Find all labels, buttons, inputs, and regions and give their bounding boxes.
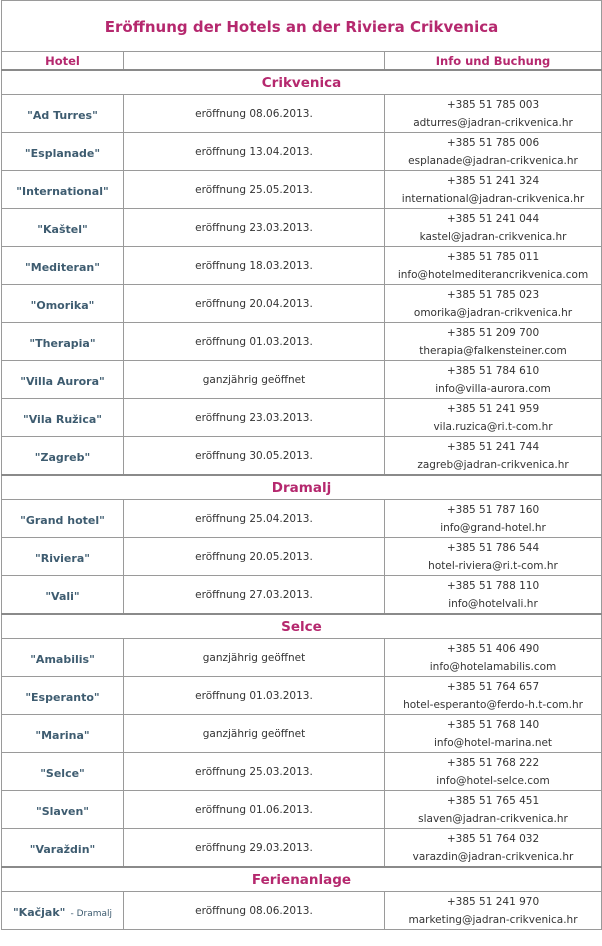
- page-title: [2, 1, 602, 52]
- section-heading: Crikvenica: [2, 70, 602, 95]
- hotel-name: "Esperanto": [25, 691, 100, 704]
- opening-date: ganzjährig geöffnet: [124, 715, 385, 753]
- opening-date: eröffnung 08.06.2013.: [124, 892, 385, 930]
- phone-number: +385 51 406 490: [446, 642, 540, 655]
- hotel-name: "Amabilis": [30, 653, 95, 666]
- hotel-name: "Vali": [45, 590, 80, 603]
- opening-date: eröffnung 27.03.2013.: [124, 576, 385, 615]
- contact-cell: [385, 500, 602, 538]
- opening-date: eröffnung 20.05.2013.: [124, 538, 385, 576]
- phone-number: +385 51 768 140: [446, 718, 540, 731]
- hotel-cell: [2, 677, 124, 715]
- contact-cell: [385, 437, 602, 476]
- hotel-name: "Ad Turres": [27, 109, 98, 122]
- contact-cell: [385, 829, 602, 868]
- hotel-cell: [2, 399, 124, 437]
- contact-cell: [385, 639, 602, 677]
- opening-date: ganzjährig geöffnet: [124, 361, 385, 399]
- hotel-name: "Therapia": [29, 337, 96, 350]
- phone-number: +385 51 241 744: [446, 440, 540, 453]
- hotel-cell: [2, 95, 124, 133]
- hotel-name: "Mediteran": [25, 261, 100, 274]
- hotel-name: "Varaždin": [29, 843, 96, 856]
- hotel-name: "Zagreb": [34, 451, 91, 464]
- email-link[interactable]: info@villa-aurora.com: [435, 382, 551, 395]
- email-link[interactable]: kastel@jadran-crikvenica.hr: [419, 230, 567, 243]
- email-link[interactable]: slaven@jadran-crikvenica.hr: [418, 812, 568, 825]
- phone-number: +385 51 209 700: [446, 326, 540, 339]
- hotel-name: "Slaven": [35, 805, 90, 818]
- table-row: [2, 715, 602, 753]
- section-row: [2, 70, 602, 95]
- contact-cell: [385, 677, 602, 715]
- email-link[interactable]: zagreb@jadran-crikvenica.hr: [417, 458, 569, 471]
- phone-number: +385 51 765 451: [446, 794, 540, 807]
- hotel-cell: [2, 323, 124, 361]
- email-link[interactable]: info@hotelvali.hr: [448, 597, 538, 610]
- column-header-row: [2, 52, 602, 71]
- page-title-text: Eröffnung der Hotels an der Riviera Crikvenica: [104, 17, 499, 36]
- phone-number: +385 51 768 222: [446, 756, 540, 769]
- table-row: [2, 95, 602, 133]
- opening-date: ganzjährig geöffnet: [124, 639, 385, 677]
- hotel-cell: [2, 892, 124, 930]
- opening-date: eröffnung 20.04.2013.: [124, 285, 385, 323]
- email-link[interactable]: marketing@jadran-crikvenica.hr: [408, 913, 578, 926]
- hotel-cell: [2, 576, 124, 615]
- hotel-cell: [2, 209, 124, 247]
- section-row: [2, 475, 602, 500]
- contact-cell: [385, 538, 602, 576]
- hotel-cell: [2, 639, 124, 677]
- hotel-location-suffix: - Dramalj: [70, 909, 113, 919]
- hotel-name: "Selce": [40, 767, 85, 780]
- hotel-name: "Esplanade": [24, 147, 101, 160]
- hotel-cell: [2, 829, 124, 868]
- contact-cell: [385, 247, 602, 285]
- section-heading: Dramalj: [2, 475, 602, 500]
- hotel-name: "Vila Ružica": [23, 413, 102, 426]
- phone-number: +385 51 241 044: [446, 212, 540, 225]
- hotel-cell: [2, 500, 124, 538]
- hotel-cell: [2, 285, 124, 323]
- contact-cell: [385, 892, 602, 930]
- hotel-name: "Marina": [35, 729, 90, 742]
- contact-cell: [385, 399, 602, 437]
- phone-number: +385 51 764 657: [446, 680, 540, 693]
- hotel-cell: [2, 133, 124, 171]
- table-row: [2, 361, 602, 399]
- hotel-cell: [2, 247, 124, 285]
- contact-cell: [385, 285, 602, 323]
- hotel-name: "International": [16, 185, 109, 198]
- opening-date: eröffnung 30.05.2013.: [124, 437, 385, 476]
- email-link[interactable]: therapia@falkensteiner.com: [419, 344, 567, 357]
- email-link[interactable]: info@hotelmediterancrikvenica.com: [397, 268, 589, 281]
- phone-number: +385 51 785 003: [446, 98, 540, 111]
- table-row: [2, 323, 602, 361]
- opening-date: eröffnung 25.05.2013.: [124, 171, 385, 209]
- contact-cell: [385, 715, 602, 753]
- table-row: [2, 133, 602, 171]
- email-link[interactable]: info@hotel-selce.com: [436, 774, 550, 787]
- table-row: [2, 639, 602, 677]
- opening-date: eröffnung 01.03.2013.: [124, 677, 385, 715]
- phone-number: +385 51 785 023: [446, 288, 540, 301]
- section-heading: Selce: [2, 614, 602, 639]
- email-link[interactable]: adturres@jadran-crikvenica.hr: [413, 116, 573, 129]
- section-heading: Ferienanlage: [2, 867, 602, 892]
- table-row: [2, 538, 602, 576]
- hotel-openings-table: [1, 0, 602, 930]
- opening-date: eröffnung 25.04.2013.: [124, 500, 385, 538]
- email-link[interactable]: international@jadran-crikvenica.hr: [401, 192, 585, 205]
- contact-cell: [385, 361, 602, 399]
- email-link[interactable]: varazdin@jadran-crikvenica.hr: [412, 850, 574, 863]
- opening-date: eröffnung 25.03.2013.: [124, 753, 385, 791]
- table-row: [2, 576, 602, 615]
- phone-number: +385 51 764 032: [446, 832, 540, 845]
- hotel-cell: [2, 361, 124, 399]
- table-row: [2, 437, 602, 476]
- opening-date: eröffnung 23.03.2013.: [124, 209, 385, 247]
- phone-number: +385 51 241 970: [446, 895, 540, 908]
- phone-number: +385 51 241 959: [446, 402, 540, 415]
- opening-date: eröffnung 29.03.2013.: [124, 829, 385, 868]
- contact-cell: [385, 171, 602, 209]
- column-header-hotel: Hotel: [2, 52, 124, 71]
- email-link[interactable]: info@hotelamabilis.com: [429, 660, 557, 673]
- email-link[interactable]: hotel-riviera@ri.t-com.hr: [428, 559, 558, 572]
- phone-number: +385 51 787 160: [446, 503, 540, 516]
- opening-date: eröffnung 18.03.2013.: [124, 247, 385, 285]
- hotel-name: "Riviera": [35, 552, 90, 565]
- hotel-name: "Grand hotel": [20, 514, 105, 527]
- table-row: [2, 753, 602, 791]
- hotel-cell: [2, 437, 124, 476]
- hotel-name: "Kaštel": [37, 223, 88, 236]
- table-row: [2, 247, 602, 285]
- email-link[interactable]: hotel-esperanto@ferdo-h.t-com.hr: [403, 698, 583, 711]
- hotel-cell: [2, 538, 124, 576]
- opening-date: eröffnung 01.03.2013.: [124, 323, 385, 361]
- hotel-cell: [2, 753, 124, 791]
- opening-date: eröffnung 08.06.2013.: [124, 95, 385, 133]
- title-row: [2, 1, 602, 52]
- table-row: [2, 791, 602, 829]
- phone-number: +385 51 784 610: [446, 364, 540, 377]
- phone-number: +385 51 786 544: [446, 541, 540, 554]
- contact-cell: [385, 791, 602, 829]
- phone-number: +385 51 785 006: [446, 136, 540, 149]
- hotel-cell: [2, 171, 124, 209]
- hotel-cell: [2, 715, 124, 753]
- contact-cell: [385, 133, 602, 171]
- email-link[interactable]: omorika@jadran-crikvenica.hr: [413, 306, 573, 319]
- email-link[interactable]: esplanade@jadran-crikvenica.hr: [408, 154, 578, 167]
- opening-date: eröffnung 13.04.2013.: [124, 133, 385, 171]
- phone-number: +385 51 788 110: [446, 579, 540, 592]
- hotel-name: "Omorika": [30, 299, 95, 312]
- opening-date: eröffnung 23.03.2013.: [124, 399, 385, 437]
- hotel-cell: [2, 791, 124, 829]
- table-row: [2, 171, 602, 209]
- table-row: [2, 892, 602, 930]
- contact-cell: [385, 753, 602, 791]
- phone-number: +385 51 785 011: [446, 250, 540, 263]
- hotel-name: "Kačjak": [12, 906, 66, 919]
- table-row: [2, 399, 602, 437]
- hotel-name: "Villa Aurora": [20, 375, 105, 388]
- email-link[interactable]: vila.ruzica@ri.t-com.hr: [433, 420, 553, 433]
- contact-cell: [385, 323, 602, 361]
- section-row: [2, 614, 602, 639]
- table-row: [2, 829, 602, 868]
- phone-number: +385 51 241 324: [446, 174, 540, 187]
- table-row: [2, 209, 602, 247]
- table-row: [2, 677, 602, 715]
- opening-date: eröffnung 01.06.2013.: [124, 791, 385, 829]
- contact-cell: [385, 95, 602, 133]
- email-link[interactable]: info@hotel-marina.net: [433, 736, 553, 749]
- contact-cell: [385, 209, 602, 247]
- table-row: [2, 500, 602, 538]
- column-header-info: Info und Buchung: [385, 52, 602, 71]
- table-row: [2, 285, 602, 323]
- section-row: [2, 867, 602, 892]
- contact-cell: [385, 576, 602, 615]
- email-link[interactable]: info@grand-hotel.hr: [440, 521, 546, 534]
- column-header-opening: [124, 52, 385, 71]
